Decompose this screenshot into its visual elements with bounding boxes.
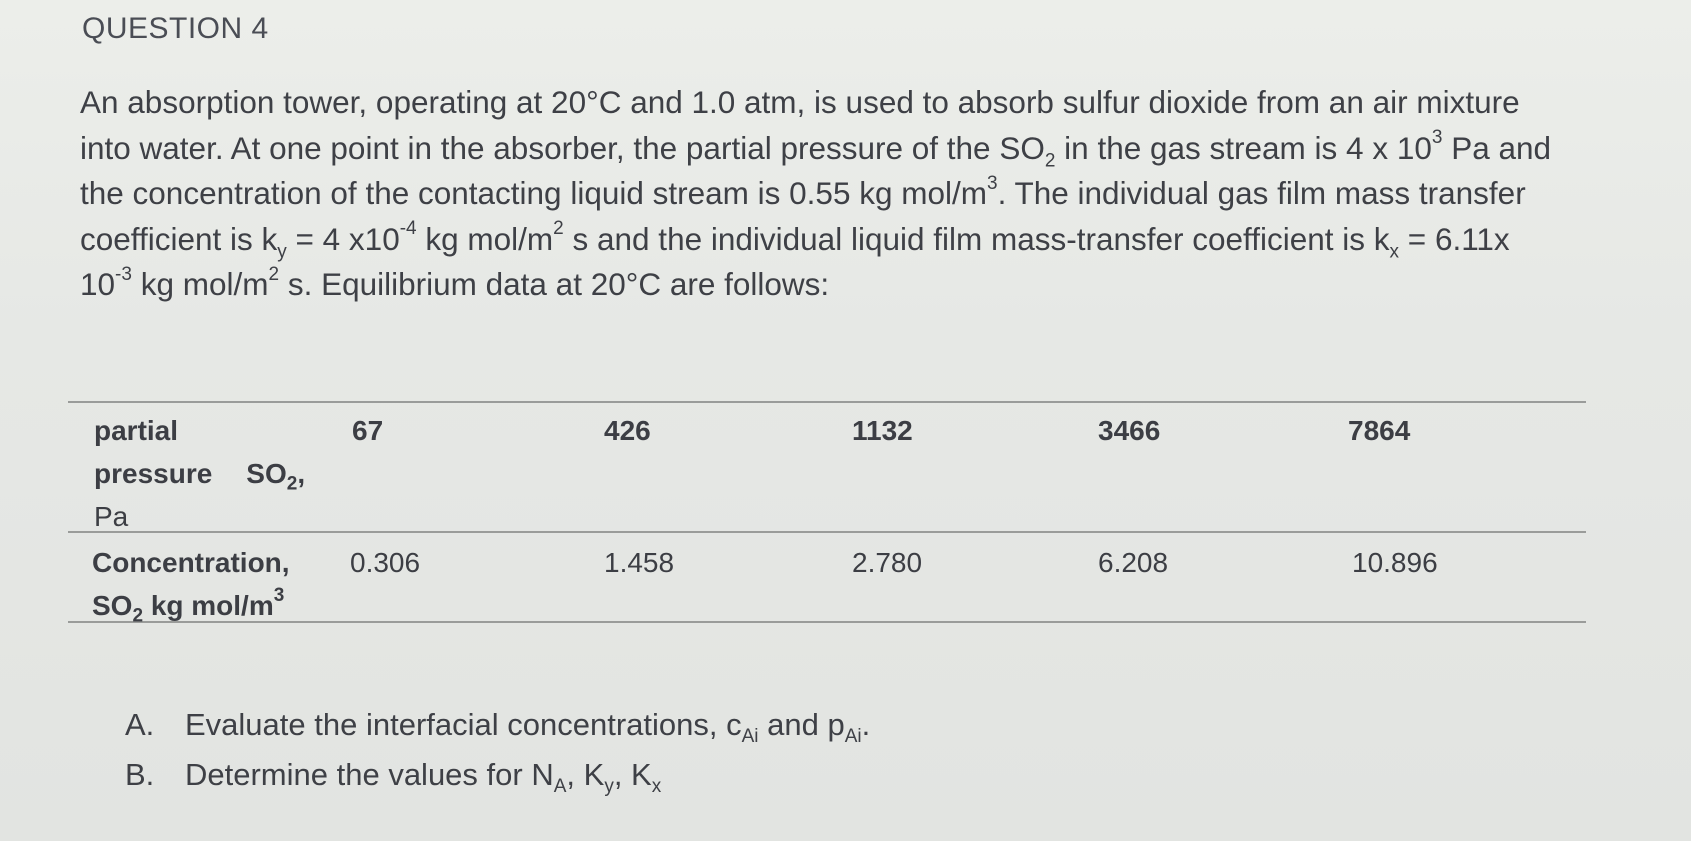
header-line [94, 452, 305, 495]
text-run: Evaluate the interfacial concentrations, c [185, 707, 742, 742]
subscript: A [553, 776, 567, 798]
paragraph-line-4 [80, 217, 1580, 263]
superscript: 3 [986, 172, 998, 194]
text-run: SO [92, 590, 133, 621]
task-letter: A. [125, 707, 155, 742]
text-run: the concentration of the contacting liquid stream is 0.55 kg mol/m [80, 175, 987, 211]
subscript: Ai [741, 726, 759, 748]
paragraph-line-5 [80, 262, 1580, 308]
text-run: . [861, 707, 871, 742]
task-letter: B. [125, 757, 155, 792]
subscript: y [277, 240, 287, 262]
table-cell: 10.896 [1352, 547, 1438, 578]
text-run: . The individual gas film mass transfer [997, 175, 1526, 211]
table-cell: 6.208 [1098, 547, 1169, 578]
row-header-concentration [92, 541, 290, 627]
subscript: 2 [286, 473, 298, 495]
task-a [125, 700, 870, 750]
row-header-partial-pressure [94, 409, 305, 538]
text-run: = 6.11x [1399, 220, 1510, 257]
text-run: in the gas stream is 4 x 10 [1055, 129, 1432, 166]
text-run: kg mol/m [143, 590, 274, 621]
text-run: Determine the values for N [185, 757, 554, 792]
text-run: SO [246, 458, 287, 489]
paragraph-line-1: An absorption tower, operating at 20°C and 1.0 atm, is used to absorb sulfur dioxide from an air mixture [80, 84, 1520, 120]
subscript: x [1389, 240, 1400, 262]
table-cell: 426 [604, 415, 651, 446]
text-run: pressure [94, 458, 213, 489]
task-list [125, 700, 870, 800]
table-cell: 0.306 [350, 547, 421, 578]
text-run: , [297, 458, 306, 489]
text-run: s and the individual liquid film mass-transfer coefficient is k [563, 220, 1390, 257]
text-run: 10 [80, 266, 116, 302]
text-run: into water. At one point in the absorber, the partial pressure of the SO [80, 129, 1045, 166]
subscript: 2 [1044, 149, 1056, 171]
paragraph-line-3 [80, 171, 1580, 217]
superscript: 2 [553, 218, 564, 239]
text-run: , K [566, 757, 605, 792]
text-run: coefficient is k [80, 220, 278, 257]
subscript: y [604, 776, 614, 798]
subscript: x [651, 776, 662, 798]
table-cell: 2.780 [852, 547, 923, 578]
table-cell: 67 [352, 415, 384, 446]
text-run: s. Equilibrium data at 20°C are follows: [279, 266, 830, 302]
text-run: kg mol/m [131, 266, 269, 302]
task-b [125, 750, 870, 800]
header-line: partial [94, 415, 179, 446]
text-run: , K [613, 757, 652, 792]
question-title: QUESTION 4 [82, 12, 269, 45]
text-run: and p [758, 707, 845, 742]
paragraph-line-2 [80, 126, 1580, 172]
table-cell: 1.458 [604, 547, 675, 578]
problem-statement [80, 80, 1580, 308]
table-top-rule [68, 401, 1586, 403]
superscript: 3 [1431, 127, 1443, 148]
table-bottom-rule [68, 621, 1586, 623]
superscript: -4 [399, 218, 417, 239]
subscript: Ai [844, 726, 862, 748]
table-cell: 7864 [1348, 415, 1411, 446]
superscript: 3 [273, 584, 285, 606]
text-run: kg mol/m [416, 220, 554, 257]
text-run: Pa and [1442, 129, 1552, 166]
subscript: 2 [132, 605, 144, 627]
superscript: 2 [268, 263, 280, 285]
superscript: -3 [115, 263, 132, 285]
header-line: Pa [94, 501, 129, 532]
table-cell: 1132 [852, 415, 913, 446]
header-line: Concentration, [92, 547, 290, 578]
header-line [92, 584, 290, 627]
text-run: = 4 x10 [286, 220, 400, 257]
table-cell: 3466 [1098, 415, 1161, 446]
